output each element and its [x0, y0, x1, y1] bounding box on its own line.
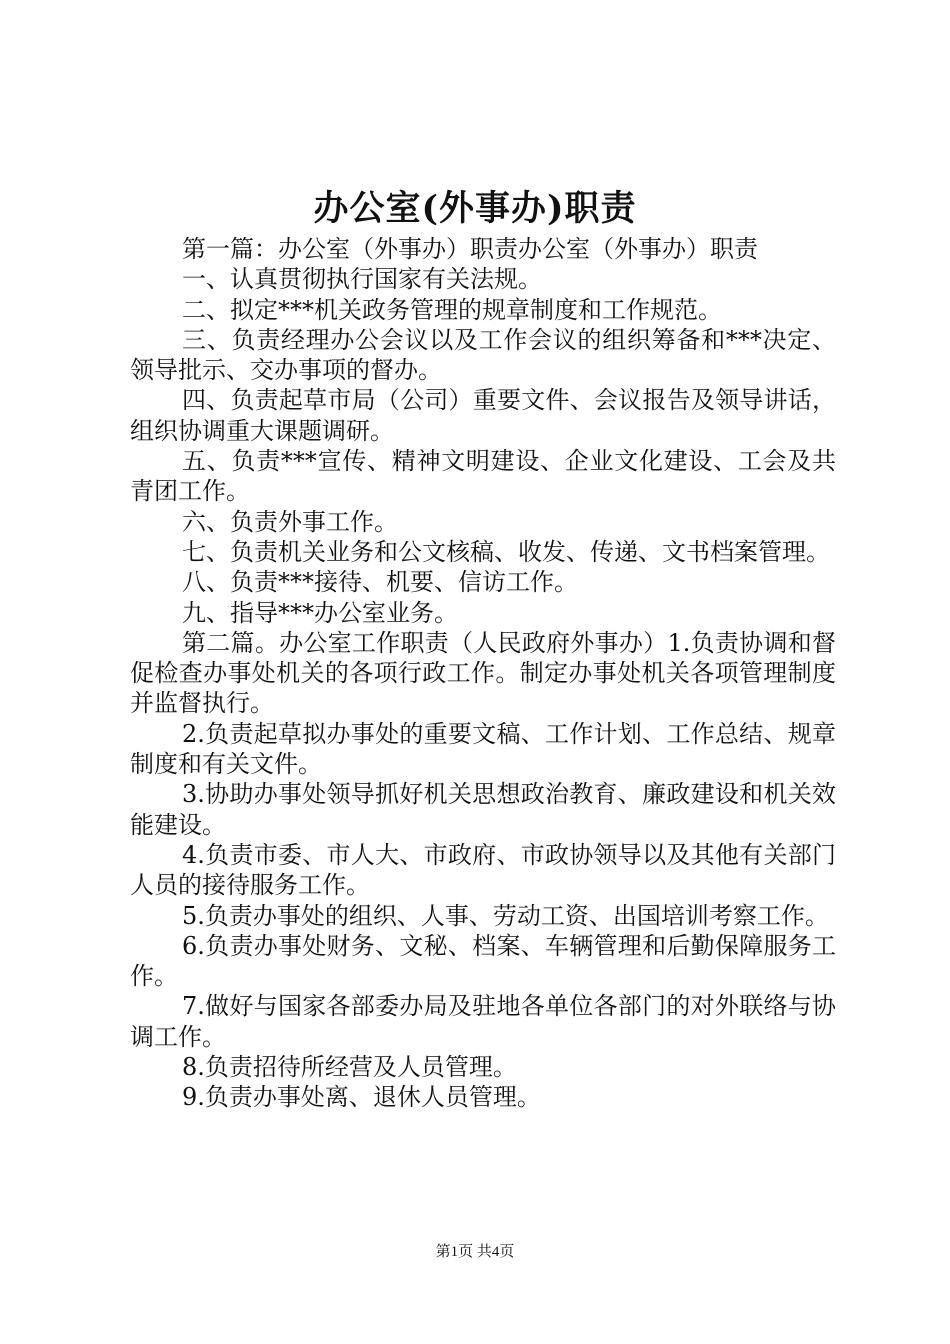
paragraph: 七、负责机关业务和公文核稿、收发、传递、文书档案管理。 [182, 537, 830, 566]
paragraph: 五、负责***宣传、精神文明建设、企业文化建设、工会及共青团工作。 [130, 447, 836, 506]
paragraph: 九、指导***办公室业务。 [182, 598, 458, 627]
paragraph: 9.负责办事处离、退休人员管理。 [182, 1083, 541, 1112]
paragraph: 8.负责招待所经营及人员管理。 [182, 1053, 517, 1082]
paragraph: 一、认真贯彻执行国家有关法规。 [182, 265, 542, 294]
paragraph: 第一篇：办公室（外事办）职责办公室（外事办）职责 [182, 235, 758, 263]
paragraph: 四、负责起草市局（公司）重要文件、会议报告及领导讲话，组织协调重大课题调研。 [130, 386, 836, 445]
paragraph: 5.负责办事处的组织、人事、劳动工资、出国培训考察工作。 [182, 901, 829, 930]
paragraph: 第二篇。办公室工作职责（人民政府外事办）1.负责协调和督促检查办事处机关的各项行政工作。制定办事处机关各项管理制度并监督执行。 [130, 628, 836, 718]
paragraph: 7.做好与国家各部委办局及驻地各单位各部门的对外联络与协调工作。 [130, 992, 836, 1051]
paragraph: 六、负责外事工作。 [182, 507, 398, 536]
paragraph: 6.负责办事处财务、文秘、档案、车辆管理和后勤保障服务工作。 [130, 931, 836, 991]
paragraph: 二、拟定***机关政务管理的规章制度和工作规范。 [182, 295, 722, 324]
paragraph: 八、负责***接待、机要、信访工作。 [182, 568, 578, 597]
paragraph: 3.协助办事处领导抓好机关思想政治教育、廉政建设和机关效能建设。 [130, 780, 836, 839]
paragraph: 2.负责起草拟办事处的重要文稿、工作计划、工作总结、规章制度和有关文件。 [130, 719, 836, 779]
paragraph: 4.负责市委、市人大、市政府、市政协领导以及其他有关部门人员的接待服务工作。 [130, 840, 836, 900]
document-title: 办公室(外事办)职责 [313, 188, 637, 229]
paragraph: 三、负责经理办公会议以及工作会议的组织筹备和***决定、领导批示、交办事项的督办。 [130, 325, 836, 385]
page-footer: 第1页 共4页 [435, 1244, 515, 1260]
document-body [130, 234, 836, 1113]
